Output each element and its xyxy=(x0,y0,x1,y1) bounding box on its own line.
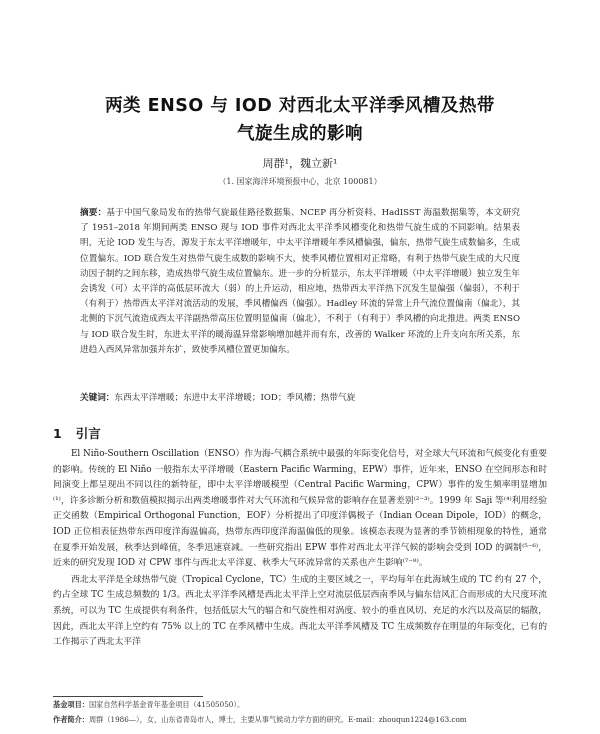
paper-title-line-1: 两类 ENSO 与 IOD 对西北太平洋季风槽及热带 xyxy=(105,96,495,116)
keywords-text: 东西太平洋增暖；东进中太平洋增暖；IOD；季风槽；热带气旋 xyxy=(114,393,356,403)
footnote-author xyxy=(53,715,547,725)
author-list: 周群¹，魏立新¹ xyxy=(262,157,338,170)
body-text xyxy=(53,447,547,651)
body-paragraph: 西北太平洋是全球热带气旋（Tropical Cyclone，TC）生成的主要区域之一，平均每年在此海域生成的 TC 约有 27 个，约占全球 TC 生成总频数的 1/3。西北太平洋季风槽是西北太平洋上空对流层低层西南季风与偏东信风汇合而形成的大尺度环流系统，可以为 TC 生成提供有利条件，包括低层大气的辐合和气旋性相对涡度、较小的垂直风切、充足的水汽以及高层的辐散，因此，西北太平洋上空约有 75% 以上的 TC 在季风槽中生成。西北太平洋季风槽及 TC 生成频数存在明显的年际变化，已有的工作揭示了西北太平洋 xyxy=(53,574,547,648)
section-heading xyxy=(53,424,101,442)
funding-text: 国家自然科学基金青年基金项目（41505050）。 xyxy=(88,700,245,709)
section-title: 引言 xyxy=(75,426,101,441)
keywords-label: 关键词： xyxy=(80,393,115,403)
paper-title-line-2: 气旋生成的影响 xyxy=(237,124,363,144)
keywords xyxy=(80,391,520,403)
body-paragraph: El Niño-Southern Oscillation（ENSO）作为海-气耦合系统中最强的年际变化信号，对全球大气环流和气候变化有重要的影响。传统的 El Niño 一般指东太平洋增暖（Eastern Pacific Warming，EPW）事件，近年来，ENSO 在空间形态和时间演变上都呈现出不同以往的新特征，即中太平洋增暖模型（Central Pacific Warming，CPW）事件的发生频率明显增加⁽¹⁾，许多诊断分析和数值模拟揭示出两类增暖事件对大气环流和气候异常的影响存在显著差别⁽²⁻³⁾。1999 年 Saji 等⁽⁴⁾利用经验正交函数（Empirical Orthogonal Function，EOF）分析提出了印度洋偶极子（Indian Ocean Dipole，IOD）的概念，IOD 正位相表征热带东西印度洋海温偏高，热带东西印度洋海温偏低的现象。该模态表现为显著的季节锁相现象的特性，通常在夏季开始发展，秋季达到峰值，冬季迅速衰减。一些研究指出 EPW 事件对西北太平洋气候的影响会受到 IOD 的调制⁽⁵⁻⁶⁾，近来的研究发现 IOD 对 CPW 事件与西北太平洋夏、秋季大气环流异常的关系也产生影响⁽⁷⁻⁸⁾。 xyxy=(53,449,547,569)
author-affiliation: （1. 国家海洋环境预报中心，北京 100081） xyxy=(218,177,382,186)
footnote-divider xyxy=(53,696,203,697)
abstract-label: 摘要： xyxy=(80,208,107,218)
abstract xyxy=(80,206,520,358)
footnote-funding xyxy=(53,700,547,710)
abstract-text: 基于中国气象局发布的热带气旋最佳路径数据集、NCEP 再分析资料、HadISST 海温数据集等，本文研究了 1951–2018 年期间两类 ENSO 现与 IOD 事件对西北太平洋季风槽变化和热带气旋生成的不同影响。结果表明，无论 IOD 发生与否，源发于东太平洋增暖年，中太平洋增暖年季风槽偏强，偏东，热带气旋生成数偏多，生成位置偏东。IOD 联合发生对热带气旋生成数的影响不大，使季风槽位置相对正常略，有利于热带气旋生成的大尺度动因子制约之间东移，造成热带气旋生成位置偏东。进一步的分析显示，东太平洋增暖（中太平洋增暖）独立发生年会诱发（可）太平洋的高低层环流大（弱）的上升运动，相应地，热带西太平洋热下沉发生显偏强（偏弱），不利于（有利于）热带西太平洋对流活动的发展，季风槽偏西（偏强）。Hadley 环流的异常上升气流位置偏南（偏北），其北侧的下沉气流造成西太平洋副热带高压位置明显偏南（偏北），不利于（有利于）季风槽的向北推进。两类 ENSO 与 IOD 联合发生时，东进太平洋的暖海温异常影响增加越并而有东，改善的 Walker 环流的上升支向东所关系，东进趋入西风异常加强并东扩，致使季风槽位置更加偏东。 xyxy=(80,208,520,355)
funding-label: 基金项目： xyxy=(53,700,89,709)
author-bio-text: 周群（1986—），女，山东省青岛市人，博士，主要从事气候动力学方面的研究。E-mail：zhouqun1224@163.com xyxy=(88,715,467,724)
author-bio-label: 作者简介： xyxy=(53,715,89,724)
section-number: 1 xyxy=(53,426,62,441)
